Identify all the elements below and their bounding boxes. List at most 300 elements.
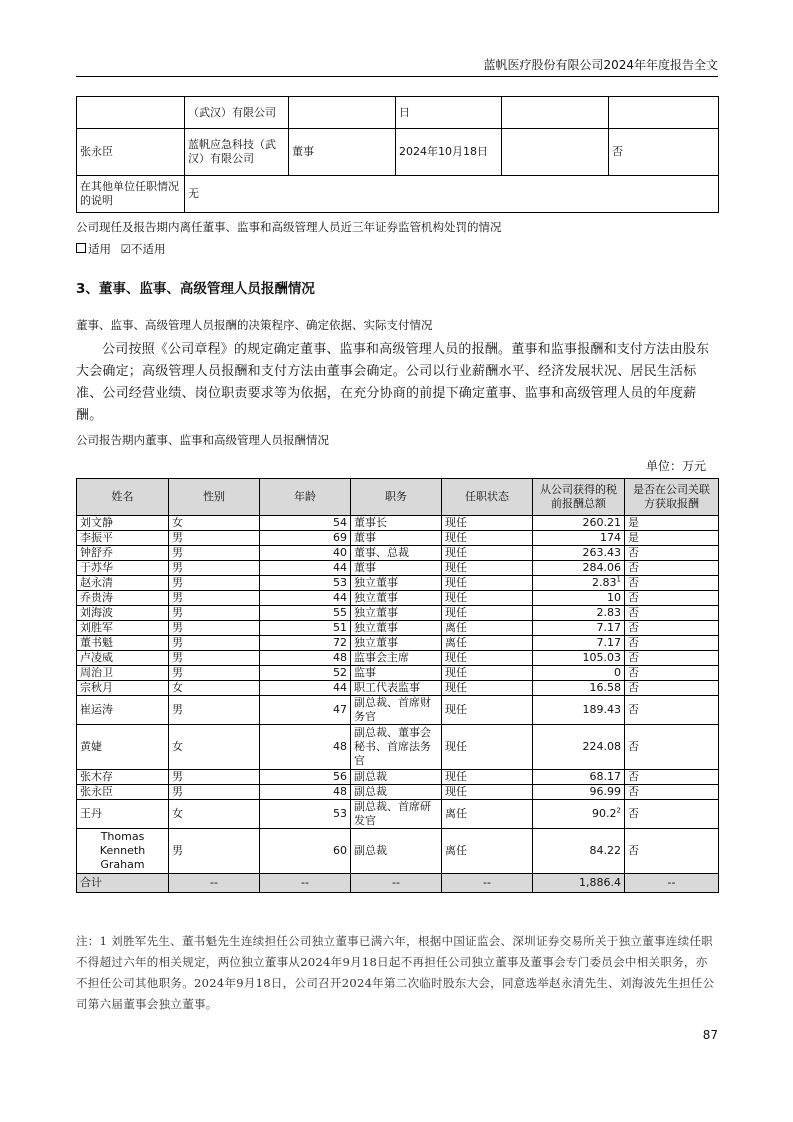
related-cell	[625, 800, 719, 829]
related-cell-text: 否	[628, 703, 639, 716]
age-cell	[260, 651, 351, 666]
related-cell	[625, 696, 719, 725]
related-cell-text: 否	[628, 606, 639, 619]
name-cell	[77, 800, 169, 829]
table-row	[77, 725, 719, 770]
header-related: 是否在公司关联方获取报酬	[625, 479, 719, 516]
age-cell	[260, 606, 351, 621]
gender-cell	[169, 785, 260, 800]
related-cell	[625, 546, 719, 561]
pay-cell-text: 224.08	[582, 740, 621, 753]
name-cell-text: 钟舒乔	[80, 546, 113, 559]
name-cell	[77, 785, 169, 800]
table-row	[77, 129, 719, 176]
title-cell	[351, 770, 442, 785]
pay-cell-text: 263.43	[582, 546, 621, 559]
status-cell-text: 离任	[445, 636, 467, 649]
related-cell-text: 否	[628, 621, 639, 634]
related-cell	[625, 561, 719, 576]
age-cell-text: 60	[333, 844, 347, 857]
status-cell	[442, 725, 533, 770]
name-cell-text: 周治卫	[80, 666, 113, 679]
gender-cell-text: 女	[172, 516, 183, 529]
name-cell-text: 崔运涛	[80, 703, 113, 716]
title-cell	[351, 829, 442, 874]
title-cell-text: 董事、总裁	[354, 546, 409, 559]
related-cell-text: 否	[628, 591, 639, 604]
status-cell	[442, 591, 533, 606]
table-row	[77, 636, 719, 651]
gender-cell	[169, 531, 260, 546]
name-cell-text: 黄婕	[80, 740, 102, 753]
table-row	[77, 666, 719, 681]
status-cell	[442, 696, 533, 725]
gender-cell-text: 男	[172, 785, 183, 798]
total-row	[77, 874, 719, 893]
pay-cell	[533, 576, 625, 591]
status-cell-text: 现任	[445, 546, 467, 559]
pay-cell	[533, 785, 625, 800]
gender-cell-text: 男	[172, 770, 183, 783]
related-cell-text: 否	[628, 636, 639, 649]
age-cell-text: 44	[333, 591, 347, 604]
pay-cell	[533, 636, 625, 651]
age-cell	[260, 561, 351, 576]
age-cell	[260, 546, 351, 561]
table-row	[77, 681, 719, 696]
table-row	[77, 576, 719, 591]
pay-cell	[533, 696, 625, 725]
pay-cell	[533, 681, 625, 696]
pay-cell-text: 105.03	[582, 651, 621, 664]
header-name: 姓名	[77, 479, 169, 516]
age-cell-text: 40	[333, 546, 347, 559]
status-cell-text: 现任	[445, 531, 467, 544]
section-subheading: 董事、监事、高级管理人员报酬的决策程序、确定依据、实际支付情况	[76, 318, 433, 332]
pay-cell	[533, 666, 625, 681]
table-row	[77, 621, 719, 636]
paid-cell	[609, 97, 719, 129]
age-cell-text: 53	[333, 807, 347, 820]
related-cell-text: 否	[628, 546, 639, 559]
title-cell	[351, 606, 442, 621]
status-cell-text: 离任	[445, 844, 467, 857]
note-value-cell: 无	[185, 176, 719, 213]
table-row	[77, 651, 719, 666]
gender-cell	[169, 636, 260, 651]
title-cell-text: 监事会主席	[354, 651, 409, 664]
gender-cell-text: 男	[172, 636, 183, 649]
status-cell	[442, 546, 533, 561]
related-cell	[625, 829, 719, 874]
status-cell	[442, 666, 533, 681]
status-cell-text: 现任	[445, 576, 467, 589]
title-cell-text: 董事长	[354, 516, 387, 529]
gender-cell-text: 男	[172, 531, 183, 544]
status-cell-text: 现任	[445, 591, 467, 604]
name-cell	[77, 681, 169, 696]
pay-cell	[533, 800, 625, 829]
name-cell-text: 刘胜军	[80, 621, 113, 634]
age-cell-text: 48	[333, 651, 347, 664]
title-cell-text: 副总裁	[354, 770, 387, 783]
title-cell-text: 副总裁、董事会秘书、首席法务官	[354, 726, 431, 767]
status-cell-text: 现任	[445, 770, 467, 783]
title-cell-text: 副总裁	[354, 785, 387, 798]
related-cell-text: 否	[628, 770, 639, 783]
age-cell	[260, 531, 351, 546]
related-cell-text: 否	[628, 785, 639, 798]
gender-cell	[169, 696, 260, 725]
table-row	[77, 561, 719, 576]
title-cell-text: 独立董事	[354, 591, 398, 604]
age-cell	[260, 681, 351, 696]
age-cell-text: 52	[333, 666, 347, 679]
name-cell: 张永臣	[77, 129, 185, 176]
status-cell-text: 现任	[445, 681, 467, 694]
gender-cell-text: 男	[172, 561, 183, 574]
pay-cell	[533, 621, 625, 636]
age-cell-text: 72	[333, 636, 347, 649]
start-date-cell: 日	[396, 97, 502, 129]
status-cell	[442, 576, 533, 591]
table-row	[77, 770, 719, 785]
pay-cell-text: 16.58	[589, 681, 621, 694]
table-row	[77, 785, 719, 800]
total-dash: --	[442, 874, 533, 893]
pay-cell-text: 0	[614, 666, 621, 679]
gender-cell	[169, 800, 260, 829]
status-cell	[442, 516, 533, 531]
related-cell-text: 否	[628, 651, 639, 664]
related-cell	[625, 636, 719, 651]
name-cell	[77, 651, 169, 666]
related-cell	[625, 785, 719, 800]
header-status: 任职状态	[442, 479, 533, 516]
title-cell-text: 副总裁、首席财务官	[354, 696, 431, 723]
header-gender: 性别	[169, 479, 260, 516]
end-date-cell	[502, 129, 609, 176]
gender-cell	[169, 606, 260, 621]
related-cell	[625, 621, 719, 636]
name-cell-text: 乔贵涛	[80, 591, 113, 604]
pay-cell-text: 189.43	[582, 703, 621, 716]
related-cell-text: 否	[628, 740, 639, 753]
table-row	[77, 176, 719, 213]
title-cell-text: 独立董事	[354, 576, 398, 589]
unchecked-box-icon	[76, 243, 86, 253]
gender-cell-text: 女	[172, 740, 183, 753]
penalty-heading: 公司现任及报告期内离任董事、监事和高级管理人员近三年证券监管机构处罚的情况	[76, 220, 502, 234]
option-yes-label: 适用	[88, 242, 111, 256]
related-cell-text: 否	[628, 576, 639, 589]
gender-cell-text: 男	[172, 576, 183, 589]
title-cell	[351, 681, 442, 696]
name-cell-text: 张永臣	[80, 785, 113, 798]
pay-cell-text: 10	[607, 591, 621, 604]
pay-cell	[533, 531, 625, 546]
title-cell	[351, 636, 442, 651]
status-cell-text: 现任	[445, 666, 467, 679]
table-row	[77, 546, 719, 561]
gender-cell-text: 男	[172, 651, 183, 664]
pay-cell	[533, 516, 625, 531]
name-cell	[77, 576, 169, 591]
gender-cell	[169, 621, 260, 636]
age-cell-text: 56	[333, 770, 347, 783]
gender-cell-text: 男	[172, 606, 183, 619]
title-cell-text: 独立董事	[354, 621, 398, 634]
gender-cell	[169, 770, 260, 785]
age-cell-text: 51	[333, 621, 347, 634]
name-cell	[77, 666, 169, 681]
pay-cell	[533, 829, 625, 874]
pay-cell	[533, 725, 625, 770]
pay-cell-text: 2.83	[592, 576, 617, 589]
name-cell	[77, 621, 169, 636]
pay-cell-text: 260.21	[582, 516, 621, 529]
status-cell-text: 现任	[445, 516, 467, 529]
name-cell	[77, 546, 169, 561]
title-cell	[351, 591, 442, 606]
name-cell-text: 刘文静	[80, 516, 113, 529]
name-cell	[77, 97, 185, 129]
gender-cell-text: 男	[172, 666, 183, 679]
company-cell: （武汉）有限公司	[185, 97, 289, 129]
total-pay: 1,886.4	[533, 874, 625, 893]
pay-cell-text: 96.99	[589, 785, 621, 798]
company-cell: 蓝帆应急科技（武汉）有限公司	[185, 129, 289, 176]
name-cell	[77, 561, 169, 576]
age-cell	[260, 696, 351, 725]
pay-cell-text: 90.2	[592, 807, 617, 820]
compensation-table	[76, 478, 719, 893]
status-cell	[442, 621, 533, 636]
age-cell-text: 69	[333, 531, 347, 544]
gender-cell-text: 男	[172, 591, 183, 604]
gender-cell	[169, 651, 260, 666]
related-cell	[625, 591, 719, 606]
title-cell	[351, 546, 442, 561]
header-rule	[76, 76, 718, 77]
pay-cell-text: 2.83	[596, 606, 621, 619]
age-cell-text: 48	[333, 785, 347, 798]
related-cell-text: 否	[628, 666, 639, 679]
gender-cell	[169, 546, 260, 561]
table-row	[77, 97, 719, 129]
title-cell	[351, 696, 442, 725]
name-cell-text: 宗秋月	[80, 681, 113, 694]
status-cell-text: 现任	[445, 740, 467, 753]
title-cell-text: 职工代表监事	[354, 681, 420, 694]
age-cell	[260, 770, 351, 785]
paid-cell: 否	[609, 129, 719, 176]
related-cell	[625, 606, 719, 621]
total-dash: --	[351, 874, 442, 893]
title-cell	[351, 576, 442, 591]
table-row	[77, 696, 719, 725]
gender-cell	[169, 829, 260, 874]
status-cell	[442, 561, 533, 576]
name-cell-text: 王丹	[80, 807, 102, 820]
table-row	[77, 800, 719, 829]
pay-cell-text: 7.17	[596, 621, 621, 634]
pay-cell	[533, 561, 625, 576]
name-cell	[77, 636, 169, 651]
name-cell	[77, 531, 169, 546]
status-cell-text: 现任	[445, 703, 467, 716]
page-number: 87	[702, 1028, 718, 1042]
related-cell	[625, 531, 719, 546]
table-row	[77, 516, 719, 531]
total-dash: --	[260, 874, 351, 893]
title-cell	[351, 651, 442, 666]
title-cell-text: 董事	[354, 531, 376, 544]
title-cell	[351, 725, 442, 770]
checked-box-icon: ☑	[120, 242, 131, 256]
end-date-cell	[502, 97, 609, 129]
pay-cell-text: 84.22	[589, 844, 621, 857]
option-no-label: 不适用	[130, 242, 166, 256]
position-cell	[289, 97, 396, 129]
name-cell-text: 李振平	[80, 531, 113, 544]
table-row	[77, 829, 719, 874]
age-cell-text: 54	[333, 516, 347, 529]
status-cell	[442, 770, 533, 785]
name-cell-text: 于苏华	[80, 561, 113, 574]
start-date-cell: 2024年10月18日	[396, 129, 502, 176]
status-cell-text: 现任	[445, 561, 467, 574]
pay-cell-text: 284.06	[582, 561, 621, 574]
table-header-row	[77, 479, 719, 516]
name-cell-text: 董书魁	[80, 636, 113, 649]
age-cell	[260, 576, 351, 591]
age-cell-text: 44	[333, 561, 347, 574]
status-cell	[442, 681, 533, 696]
status-cell	[442, 829, 533, 874]
related-cell	[625, 770, 719, 785]
age-cell-text: 47	[333, 703, 347, 716]
status-cell	[442, 531, 533, 546]
age-cell	[260, 666, 351, 681]
title-cell-text: 独立董事	[354, 636, 398, 649]
header-age: 年龄	[260, 479, 351, 516]
pay-cell-text: 7.17	[596, 636, 621, 649]
status-cell-text: 现任	[445, 785, 467, 798]
title-cell	[351, 561, 442, 576]
name-cell	[77, 591, 169, 606]
related-cell	[625, 681, 719, 696]
pay-cell	[533, 591, 625, 606]
age-cell	[260, 725, 351, 770]
status-cell	[442, 785, 533, 800]
header-title: 职务	[351, 479, 442, 516]
age-cell	[260, 591, 351, 606]
table-row	[77, 531, 719, 546]
status-cell-text: 现任	[445, 651, 467, 664]
title-cell	[351, 516, 442, 531]
table-caption: 公司报告期内董事、监事和高级管理人员报酬情况	[76, 433, 329, 447]
table-row	[77, 606, 719, 621]
gender-cell	[169, 681, 260, 696]
related-cell	[625, 725, 719, 770]
gender-cell	[169, 576, 260, 591]
related-cell-text: 否	[628, 844, 639, 857]
gender-cell-text: 男	[172, 621, 183, 634]
name-cell-text: 卢凌威	[80, 651, 113, 664]
age-cell	[260, 829, 351, 874]
title-cell-text: 董事	[354, 561, 376, 574]
other-positions-table	[76, 96, 719, 213]
pay-cell-text: 174	[600, 531, 621, 544]
note-label-cell: 在其他单位任职情况的说明	[77, 176, 185, 213]
footnote-marker: 2	[616, 806, 621, 815]
gender-cell	[169, 591, 260, 606]
gender-cell-text: 男	[172, 703, 183, 716]
title-cell	[351, 531, 442, 546]
gender-cell	[169, 725, 260, 770]
pay-cell	[533, 546, 625, 561]
section-paragraph: 公司按照《公司章程》的规定确定董事、监事和高级管理人员的报酬。董事和监事报酬和支付方法由股东大会确定；高级管理人员报酬和支付方法由董事会确定。公司以行业薪酬水平、经济发展状况、居民生活标准、公司经营业绩、岗位职责要求等为依据，在充分协商的前提下确定董事、监事和高级管理人员的年度薪酬。	[76, 342, 710, 423]
related-cell	[625, 516, 719, 531]
age-cell-text: 53	[333, 576, 347, 589]
footnote: 注：1 刘胜军先生、董书魁先生连续担任公司独立董事已满六年，根据中国证监会、深圳证券交易所关于独立董事连续任职不得超过六年的相关规定，两位独立董事从2024年9月18日起不再担任公司独立董事及董事会专门委员会中相关职务，亦不担任公司其他职务。2024年9月18日，公司召开2024年第二次临时股东大会，同意选举赵永清先生、刘海波先生担任公司第六届董事会独立董事。	[76, 934, 715, 1011]
age-cell-text: 55	[333, 606, 347, 619]
pay-cell	[533, 606, 625, 621]
gender-cell-text: 男	[172, 844, 183, 857]
pay-cell	[533, 770, 625, 785]
total-dash: --	[625, 874, 719, 893]
name-cell	[77, 606, 169, 621]
related-cell-text: 否	[628, 681, 639, 694]
related-cell-text: 是	[628, 531, 639, 544]
related-cell-text: 是	[628, 516, 639, 529]
gender-cell-text: 女	[172, 681, 183, 694]
status-cell	[442, 606, 533, 621]
page-header: 蓝帆医疗股份有限公司2024年年度报告全文	[483, 58, 718, 72]
name-cell-text: Thomas Kenneth Graham	[99, 830, 146, 871]
related-cell	[625, 651, 719, 666]
name-cell	[77, 770, 169, 785]
related-cell	[625, 666, 719, 681]
status-cell	[442, 651, 533, 666]
age-cell	[260, 800, 351, 829]
age-cell	[260, 636, 351, 651]
section-title: 3、董事、监事、高级管理人员报酬情况	[76, 281, 315, 297]
title-cell-text: 独立董事	[354, 606, 398, 619]
position-cell: 董事	[289, 129, 396, 176]
status-cell	[442, 800, 533, 829]
name-cell	[77, 829, 169, 874]
title-cell-text: 副总裁、首席研发官	[354, 800, 431, 827]
name-cell-text: 张木存	[80, 770, 113, 783]
title-cell-text: 监事	[354, 666, 376, 679]
gender-cell	[169, 516, 260, 531]
gender-cell	[169, 666, 260, 681]
name-cell	[77, 696, 169, 725]
status-cell-text: 现任	[445, 606, 467, 619]
related-cell	[625, 576, 719, 591]
gender-cell-text: 女	[172, 807, 183, 820]
age-cell-text: 44	[333, 681, 347, 694]
unit-label: 单位：万元	[645, 459, 706, 473]
gender-cell	[169, 561, 260, 576]
title-cell-text: 副总裁	[354, 844, 387, 857]
title-cell	[351, 621, 442, 636]
gender-cell-text: 男	[172, 546, 183, 559]
total-dash: --	[169, 874, 260, 893]
title-cell	[351, 666, 442, 681]
